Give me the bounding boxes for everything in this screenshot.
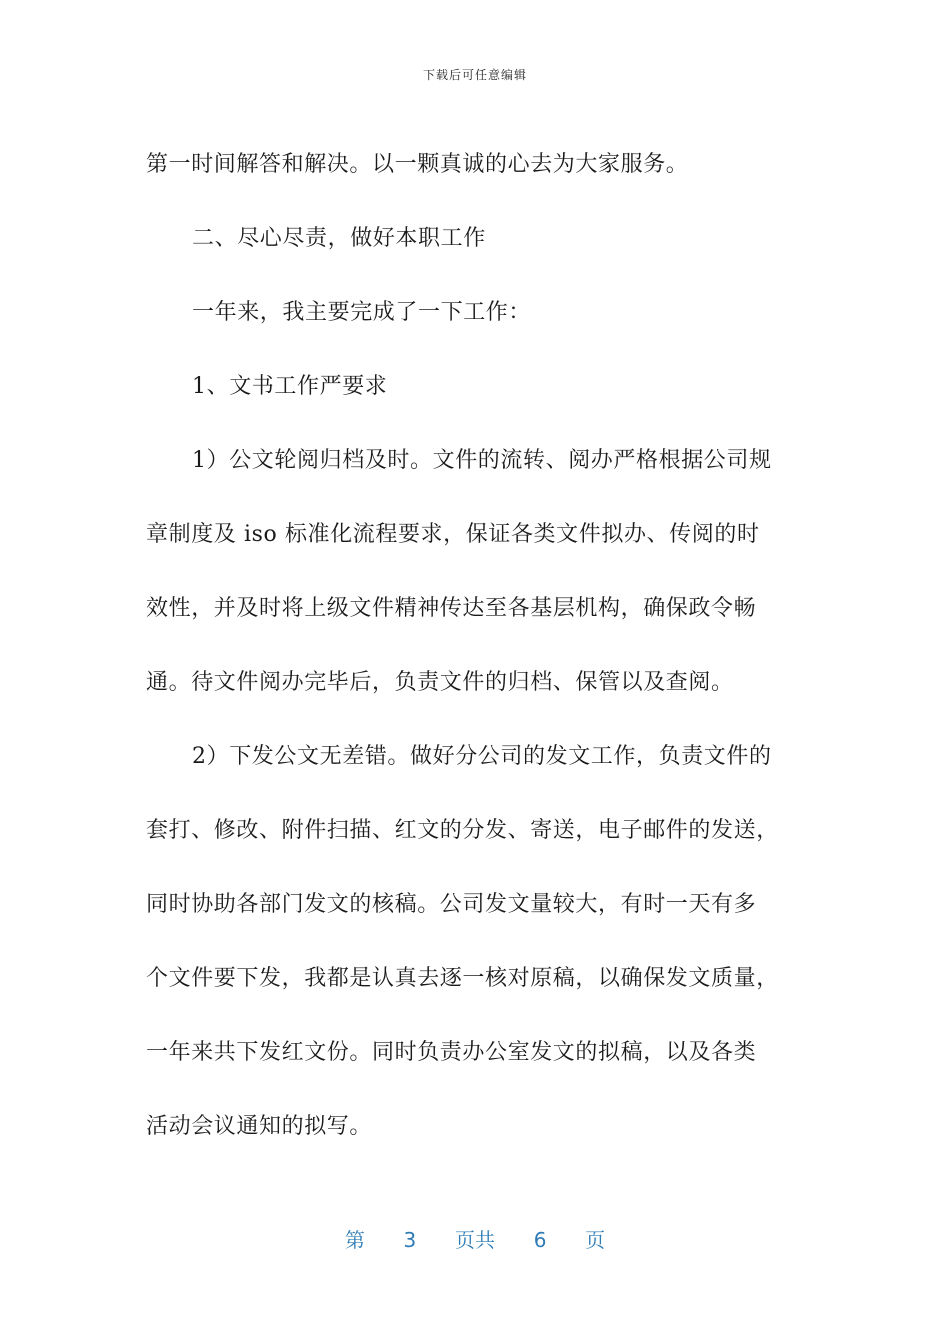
paragraph-line: 1）公文轮阅归档及时。文件的流转、阅办严格根据公司规: [192, 448, 772, 473]
paragraph-line: 活动会议通知的拟写。: [146, 1114, 373, 1139]
paragraph-line: 2）下发公文无差错。做好分公司的发文工作，负责文件的: [192, 744, 772, 769]
footer-middle: 页共: [455, 1228, 495, 1252]
paragraph-line: 第一时间解答和解决。以一颗真诚的心去为大家服务。: [146, 152, 689, 177]
section-heading: 二、尽心尽责，做好本职工作: [192, 226, 486, 251]
paragraph-line: 效性，并及时将上级文件精神传达至各基层机构，确保政令畅: [146, 596, 757, 621]
paragraph-line: 一年来共下发红文份。同时负责办公室发文的拟稿，以及各类: [146, 1040, 757, 1065]
current-page-number: 3: [403, 1228, 417, 1252]
paragraph-line: 个文件要下发，我都是认真去逐一核对原稿，以确保发文质量，: [146, 966, 779, 991]
paragraph-line: 章制度及 iso 标准化流程要求，保证各类文件拟办、传阅的时: [146, 522, 760, 547]
footer-suffix: 页: [585, 1228, 606, 1252]
footer-prefix: 第: [344, 1228, 365, 1252]
paragraph-line: 同时协助各部门发文的核稿。公司发文量较大，有时一天有多: [146, 892, 757, 917]
paragraph-line: 套打、修改、附件扫描、红文的分发、寄送，电子邮件的发送，: [146, 818, 779, 843]
document-body: [146, 128, 806, 1164]
page-number-footer: [0, 1224, 950, 1253]
subsection-heading: 1、文书工作严要求: [192, 374, 388, 399]
paragraph-line: 一年来，我主要完成了一下工作：: [192, 300, 532, 325]
total-pages-number: 6: [533, 1228, 547, 1252]
page-header-note: 下载后可任意编辑: [422, 68, 527, 82]
paragraph-line: 通。待文件阅办完毕后，负责文件的归档、保管以及查阅。: [146, 670, 734, 695]
